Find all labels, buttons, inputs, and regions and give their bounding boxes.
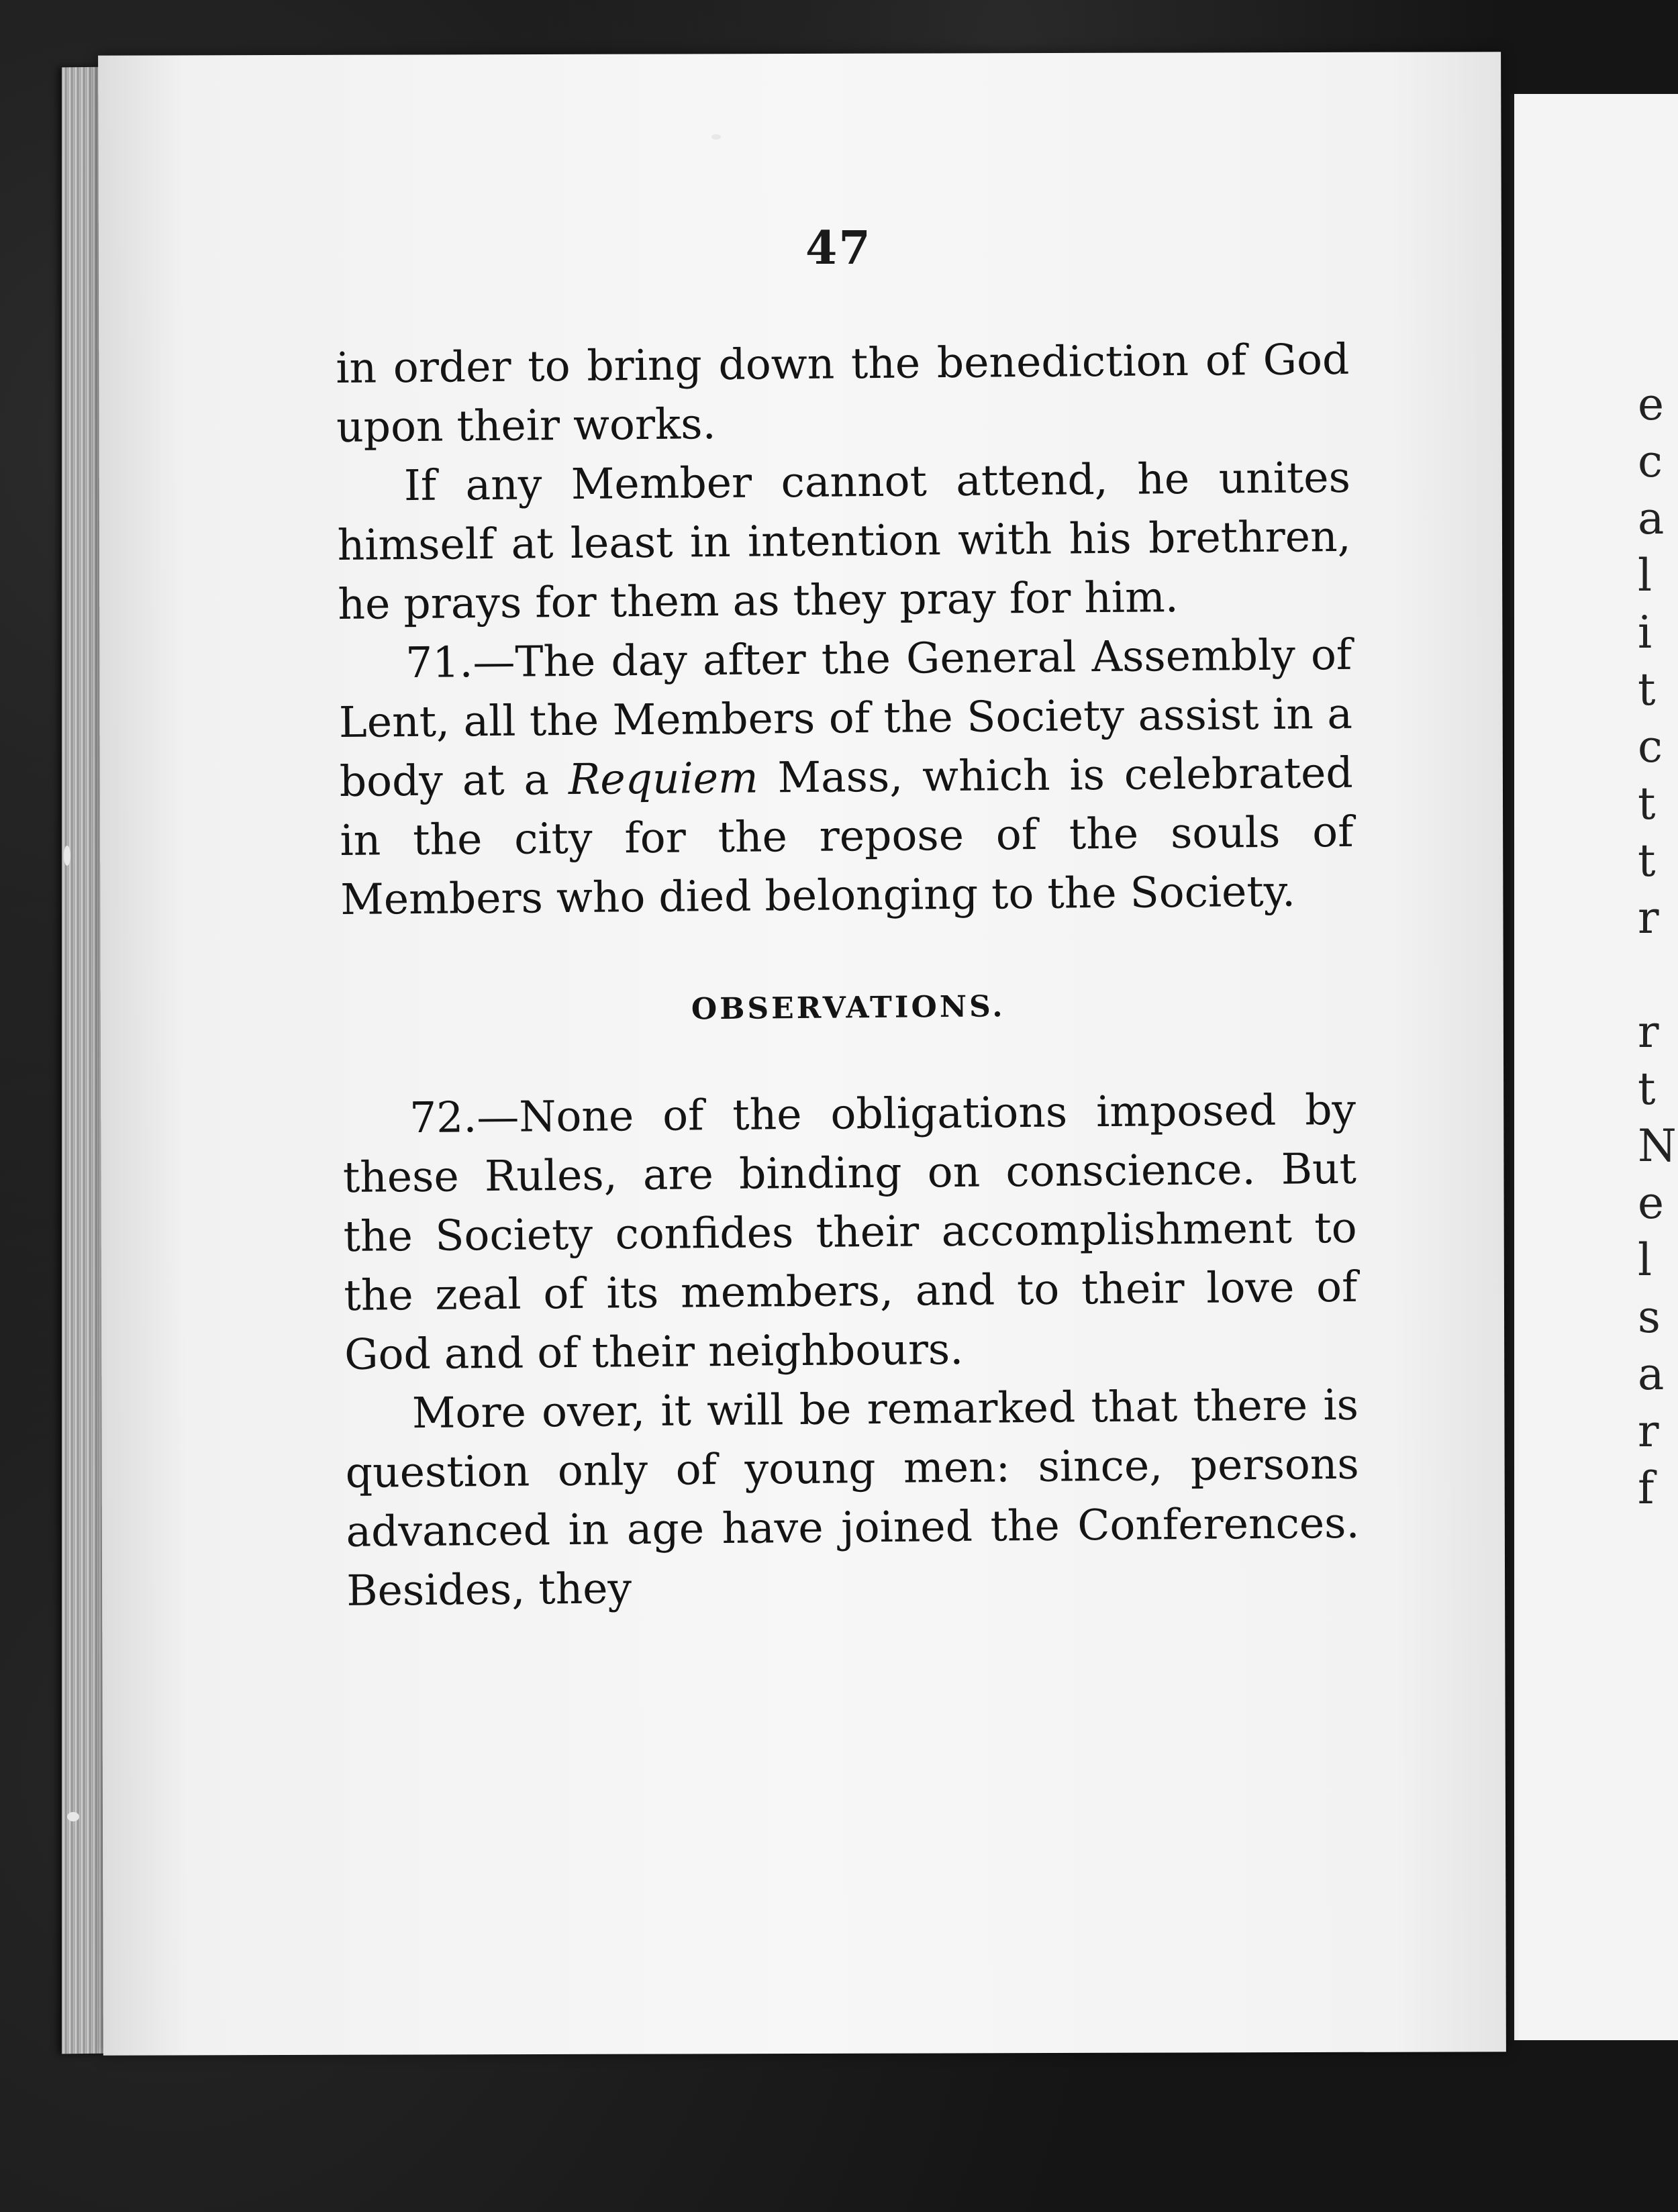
paragraph-71-text-b: Mass, which is celebrated in the city for the repose of the souls of Members who died belonging to the Society. bbox=[340, 748, 1354, 924]
page-body-text bbox=[336, 330, 1361, 1621]
dust-speck bbox=[67, 1812, 79, 1821]
paragraph-attendance: If any Member cannot attend, he unites himself at least in intention with his brethren, he prays for them as they pray for him. bbox=[337, 452, 1351, 629]
page-number: 47 bbox=[805, 221, 872, 275]
dust-speck bbox=[64, 846, 70, 866]
requiem-italic: Requiem bbox=[568, 753, 759, 804]
paragraph-71 bbox=[338, 625, 1354, 929]
dust-speck bbox=[711, 134, 721, 140]
paragraph-72: 72.—None of the obligations imposed by these Rules, are binding on conscience. But the Society confides their accomplishment to the zeal of its members, and to their love of God and of their neighbours. bbox=[342, 1085, 1358, 1379]
paragraph-more-over: More over, it will be remarked that there is question only of young men: since, persons advanced in age have joined the Conferences. Besides, they bbox=[345, 1380, 1360, 1615]
facing-page-text-fragments: e c a l i t c t t r r t N e l s a r f bbox=[1638, 379, 1677, 1514]
paragraph-71-text-a: 71.—The day after the General Assembly of Lent, all the Members of the Society assist in a body at a bbox=[338, 630, 1353, 806]
paragraph-continuation: in order to bring down the benediction of God upon their works. bbox=[336, 334, 1350, 452]
observations-heading: OBSERVATIONS. bbox=[691, 989, 1005, 1027]
